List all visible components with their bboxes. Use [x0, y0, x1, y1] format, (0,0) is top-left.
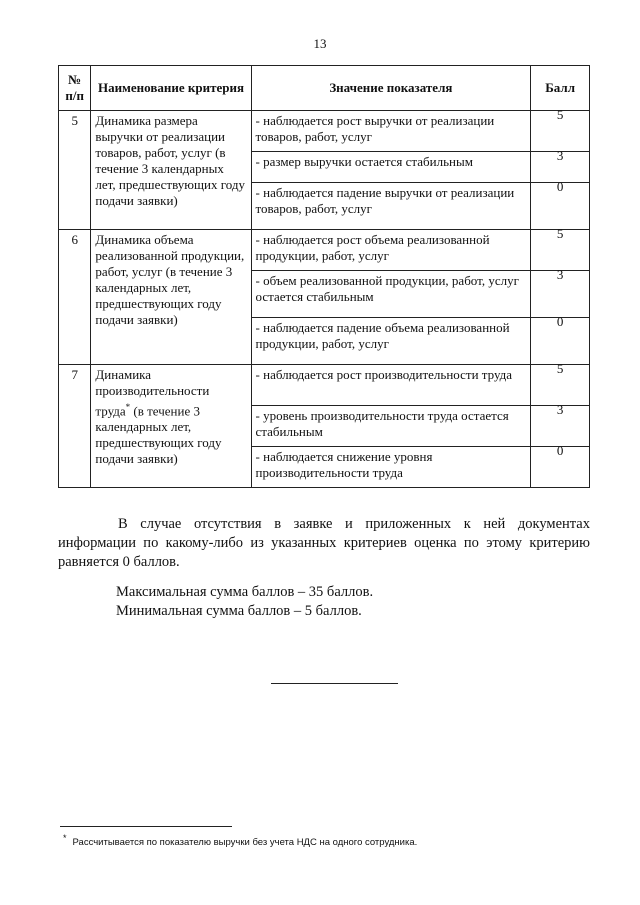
score — [531, 179, 590, 230]
score — [531, 226, 590, 271]
page-number: 13 — [313, 36, 327, 51]
score — [531, 314, 590, 365]
row-number: 5 — [59, 111, 91, 230]
score — [531, 402, 590, 447]
score — [531, 267, 590, 318]
criterion-name: Динамика размера выручки от реализации товаров, работ, услуг (в течение 3 календарных лет, предшествующих году подачи заявки) — [91, 111, 251, 230]
score-value: 5 — [556, 226, 564, 241]
criterion-name — [91, 365, 251, 488]
table-row — [59, 365, 590, 406]
header-indicator-value: Значение показателя — [251, 66, 531, 111]
zero-score-paragraph: В случае отсутствия в заявке и приложенных к ней документах информации по какому-либо из указанных критериев оценка по этому критерию равняется 0 баллов. — [58, 516, 590, 570]
indicator-value: - наблюдается рост производительности труда — [251, 365, 531, 406]
indicator-value: - уровень производительности труда остается стабильным — [251, 406, 531, 447]
score — [531, 107, 590, 152]
footnote-reference-mark: * — [125, 402, 131, 412]
indicator-value: - наблюдается падение выручки от реализации товаров, работ, услуг — [251, 183, 531, 230]
score — [531, 361, 590, 406]
score — [531, 443, 590, 488]
min-sum-text: Минимальная сумма баллов – 5 баллов. — [116, 603, 362, 619]
criteria-table — [58, 65, 590, 488]
row-number: 6 — [59, 230, 91, 365]
header-criterion-name: Наименование критерия — [91, 66, 251, 111]
indicator-value: - наблюдается рост объема реализованной продукции, работ, услуг — [251, 230, 531, 271]
criterion-name-part1: Динамика производительности труда — [95, 367, 210, 419]
indicator-value: - размер выручки остается стабильным — [251, 152, 531, 183]
score-value: 5 — [556, 107, 564, 122]
indicator-value: - наблюдается падение объема реализованной продукции, работ, услуг — [251, 318, 531, 365]
table-row — [59, 230, 590, 271]
max-sum-text: Максимальная сумма баллов – 35 баллов. — [116, 584, 374, 600]
score-value: 5 — [556, 361, 564, 376]
indicator-value: - наблюдается рост выручки от реализации товаров, работ, услуг — [251, 111, 531, 152]
score-value: 3 — [556, 148, 564, 163]
score-value: 0 — [556, 314, 564, 329]
score-value: 0 — [556, 443, 564, 458]
footnote-text: Рассчитывается по показателю выручки без учета НДС на одного сотрудника. — [72, 837, 418, 849]
indicator-value: - объем реализованной продукции, работ, услуг остается стабильным — [251, 271, 531, 318]
table-header-row — [59, 66, 590, 111]
header-score: Балл — [531, 66, 590, 111]
score-value: 3 — [556, 402, 564, 417]
score — [531, 148, 590, 183]
criterion-name-part2: (в течение 3 календарных лет, предшествующих году подачи заявки) — [95, 403, 222, 467]
row-number: 7 — [59, 365, 91, 488]
section-divider — [271, 683, 398, 684]
indicator-value: - наблюдается снижение уровня производительности труда — [251, 447, 531, 488]
criterion-name: Динамика объема реализованной продукции, работ, услуг (в течение 3 календарных лет, предшествующих году подачи заявки) — [91, 230, 251, 365]
table-row — [59, 111, 590, 152]
footnote — [63, 833, 417, 848]
footnote-mark: * — [63, 833, 67, 843]
footnote-divider — [60, 826, 232, 827]
score-value: 3 — [556, 267, 564, 282]
header-number: № п/п — [59, 66, 91, 111]
score-value: 0 — [556, 179, 564, 194]
